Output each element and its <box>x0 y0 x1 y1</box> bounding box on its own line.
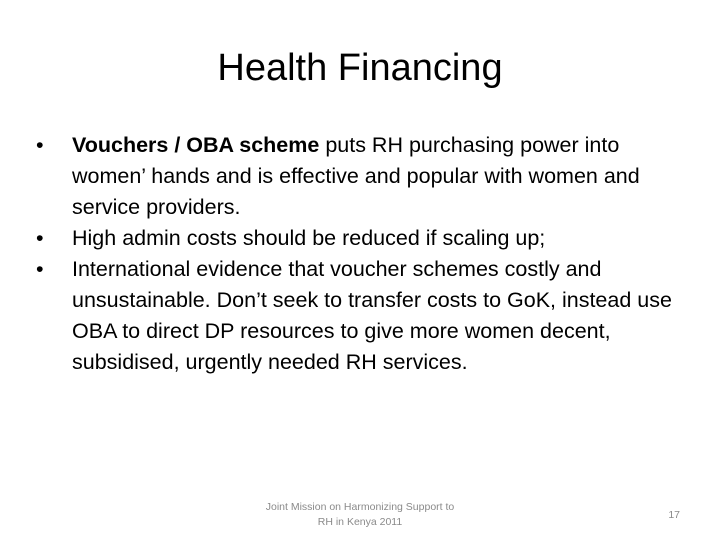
footer-line-1: Joint Mission on Harmonizing Support to <box>265 501 455 513</box>
slide-title: Health Financing <box>217 47 503 89</box>
bullet-list <box>36 130 676 378</box>
bullet-text: International evidence that voucher schemes costly and unsustainable. Don’t seek to transfer costs to GoK, instead use OBA to direct DP resources to give more women decent, subsidised, urgently needed RH services. <box>72 257 672 374</box>
bullet-item-vouchers <box>36 130 676 223</box>
bullet-dot-icon: • <box>36 226 44 250</box>
bullet-text: High admin costs should be reduced if scaling up; <box>72 226 546 250</box>
bullet-dot-icon: • <box>36 257 44 281</box>
bullet-dot-icon: • <box>36 133 44 157</box>
bullet-bold-text: Vouchers / OBA scheme <box>72 133 320 157</box>
footer-text <box>240 500 480 530</box>
page-number: 17 <box>668 509 680 521</box>
footer-line-2: RH in Kenya 2011 <box>317 516 403 528</box>
bullet-text: puts RH purchasing power into women’ hands and is effective and popular with women and service providers. <box>72 133 640 219</box>
bullet-item-admin-costs <box>36 223 676 254</box>
bullet-item-international-evidence <box>36 254 676 378</box>
